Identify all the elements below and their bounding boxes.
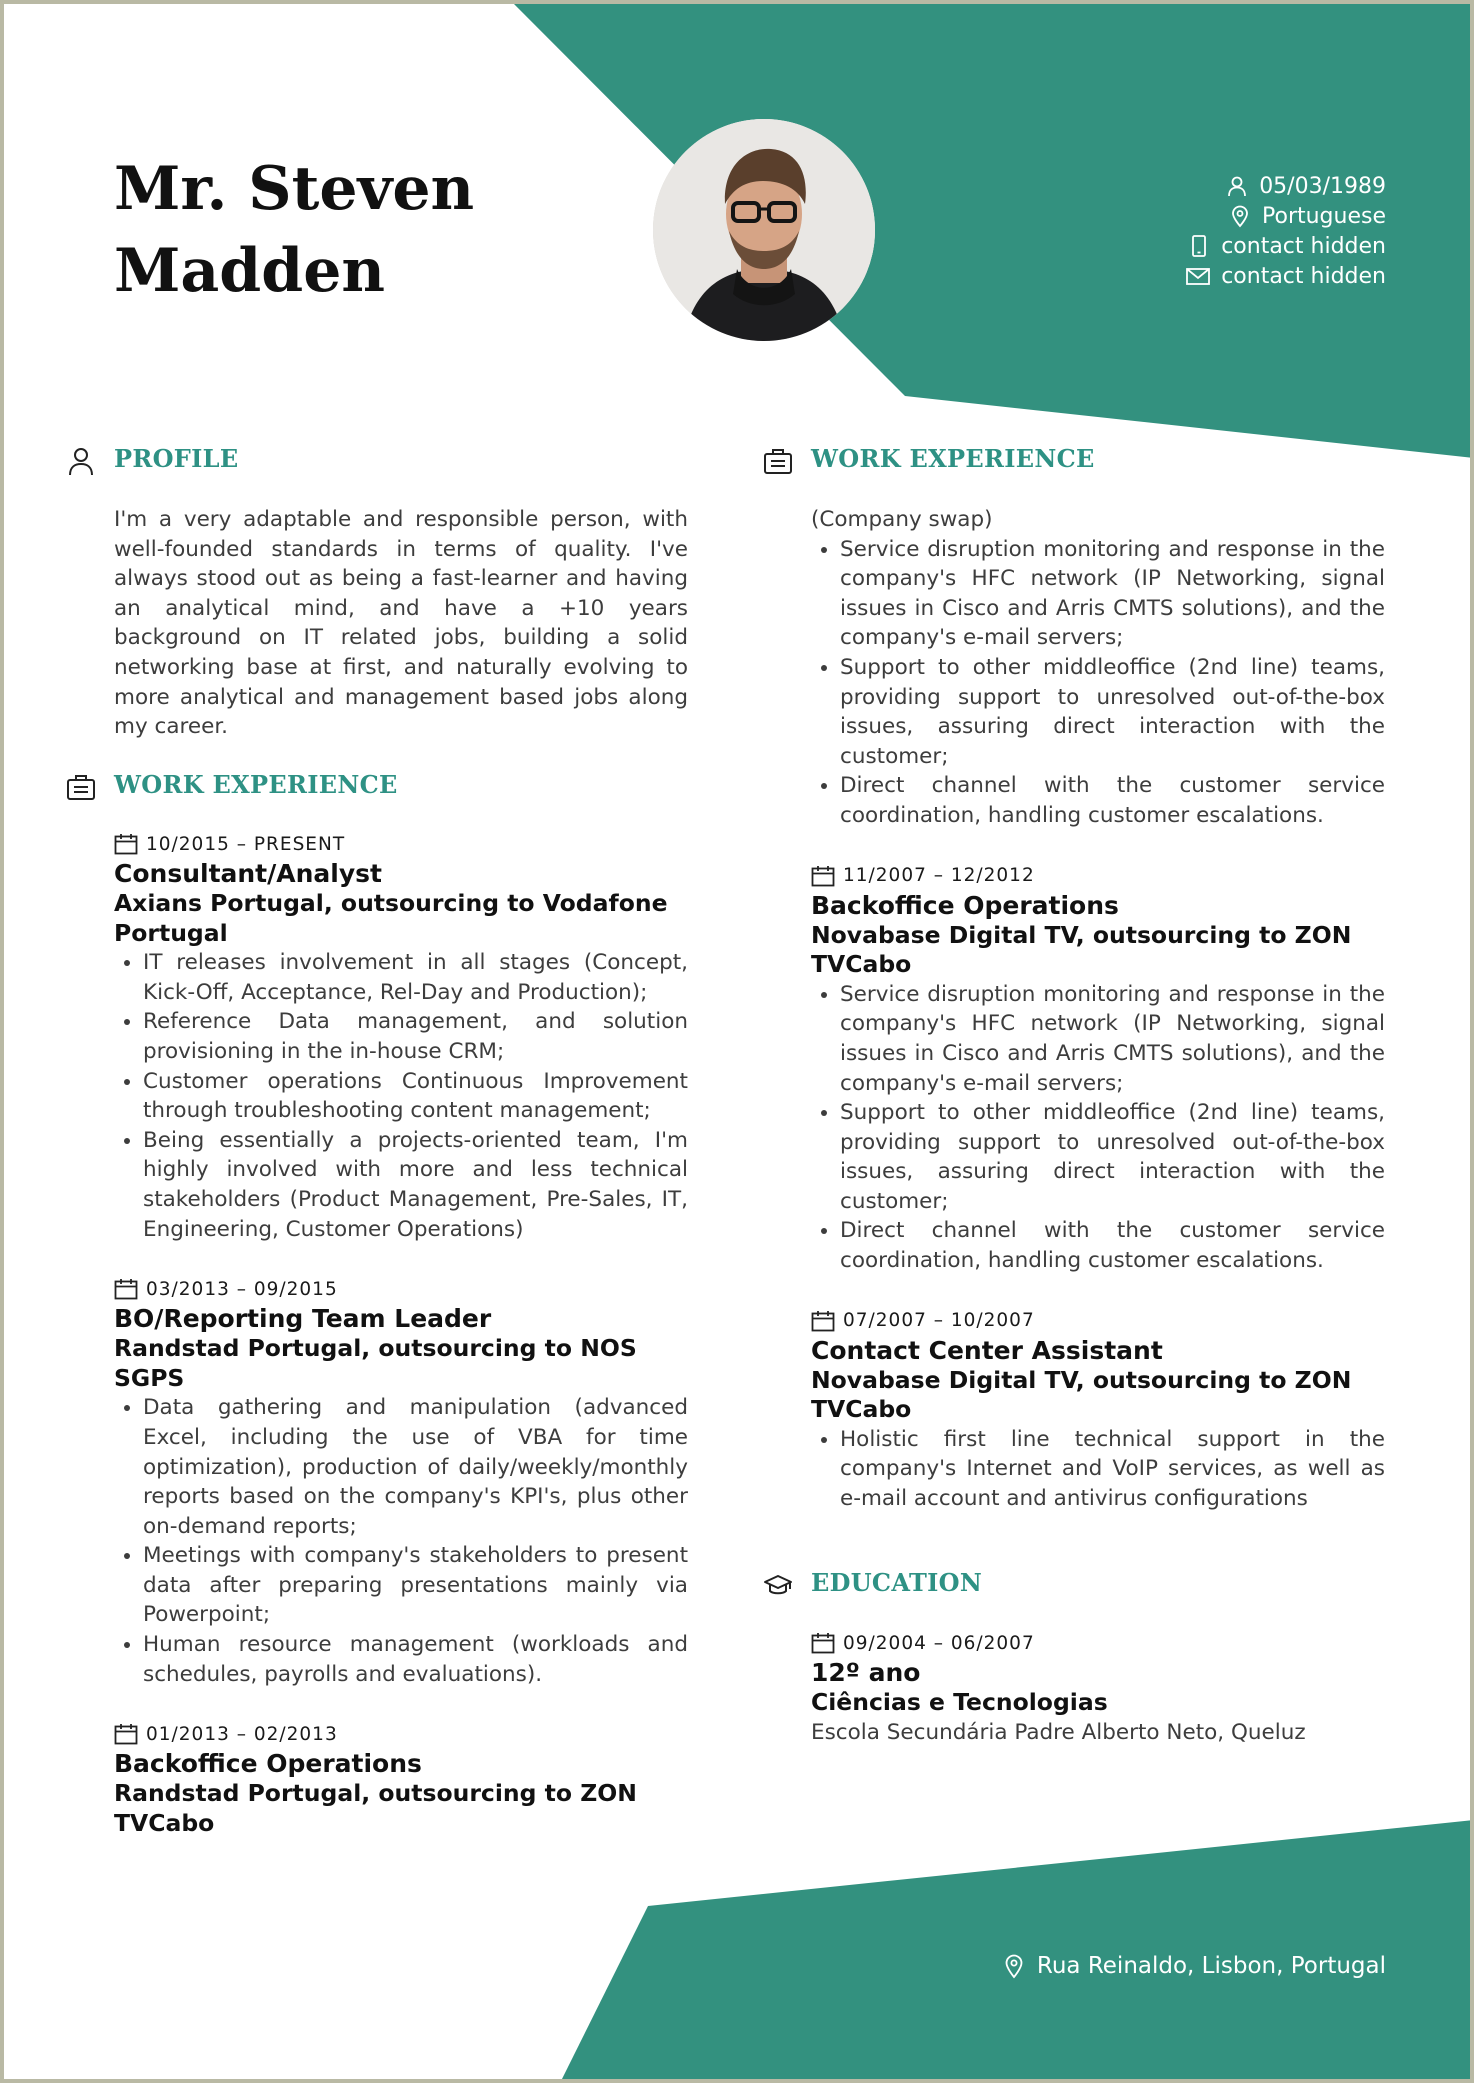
job-date <box>811 861 1385 891</box>
job-bullet: • Data gathering and manipulation (advanced Excel, including the use of VBA for time optimization), production of daily/weekly/monthly reports based on the company's KPI's, plus other on-demand reports; <box>143 1393 688 1541</box>
profile-title: PROFILE <box>114 444 239 473</box>
job-date-text: 07/2007 – 10/2007 <box>843 1310 1035 1332</box>
work-experience-continued-section-header <box>811 444 1095 473</box>
graduation-cap-icon <box>763 1570 793 1600</box>
job-company: Randstad Portugal, outsourcing to ZON TVCabo <box>114 1779 637 1837</box>
contact-phone <box>1185 231 1386 261</box>
job-bullet: • Reference Data management, and solution provisioning in the in-house CRM; <box>143 1007 688 1066</box>
job-role: Backoffice Operations <box>811 890 1119 920</box>
name-line-1: Mr. Steven <box>114 154 475 224</box>
job-entry <box>114 1719 688 1838</box>
work-experience-right-column <box>811 505 1385 1544</box>
location-pin-icon <box>1228 204 1252 228</box>
job-bullet: • Support to other middleoffice (2nd line) teams, providing support to unresolved out-of-the-box issues, assuring direct interaction with the customer; <box>840 1098 1385 1216</box>
contact-email <box>1185 261 1386 291</box>
person-icon <box>66 446 96 476</box>
job-bullet: • Direct channel with the customer service coordination, handling customer escalations. <box>840 1216 1385 1275</box>
job-continuation-lead: (Company swap) <box>811 507 993 532</box>
job-company: Novabase Digital TV, outsourcing to ZON TVCabo <box>811 1365 1352 1424</box>
person-icon <box>1225 174 1249 198</box>
job-company: Randstad Portugal, outsourcing to NOS SGPS <box>114 1334 637 1392</box>
contact-nationality <box>1185 201 1386 231</box>
job-bullet: • Direct channel with the customer service coordination, handling customer escalations. <box>840 771 1385 830</box>
envelope-icon <box>1185 264 1211 288</box>
education-section-header <box>811 1568 982 1597</box>
job-date-text: 03/2013 – 09/2015 <box>146 1278 338 1300</box>
calendar-icon <box>114 1278 138 1300</box>
calendar-icon <box>811 1632 835 1654</box>
job-bullet: • Meetings with company's stakeholders to present data after preparing presentations mainly via Powerpoint; <box>143 1541 688 1630</box>
job-entry <box>811 861 1385 1276</box>
job-bullet: • Customer operations Continuous Improvement through troubleshooting content management; <box>143 1067 688 1126</box>
contact-email-text: contact hidden <box>1221 263 1386 289</box>
name-line-2: Madden <box>114 236 385 306</box>
portrait-illustration <box>653 119 875 341</box>
calendar-icon <box>114 833 138 855</box>
education-field: Ciências e Tecnologias <box>811 1688 1108 1716</box>
job-bullet: • IT releases involvement in all stages (Concept, Kick-Off, Acceptance, Rel-Day and Production); <box>143 948 688 1007</box>
contact-list <box>1185 171 1386 291</box>
job-bullet: • Being essentially a projects-oriented team, I'm highly involved with more and less technical stakeholders (Product Management, Pre-Sales, IT, Engineering, Customer Operations) <box>143 1126 688 1244</box>
contact-nationality-text: Portuguese <box>1262 203 1386 229</box>
job-bullet: • Support to other middleoffice (2nd line) teams, providing support to unresolved out-of-the-box issues, assuring direct interaction with the customer; <box>840 653 1385 771</box>
job-company: Novabase Digital TV, outsourcing to ZON TVCabo <box>811 920 1352 979</box>
contact-birthdate-text: 05/03/1989 <box>1259 173 1386 199</box>
briefcase-icon <box>763 446 793 476</box>
job-bullets <box>114 948 688 1244</box>
work-experience-title: WORK EXPERIENCE <box>114 770 398 799</box>
phone-icon <box>1187 234 1211 258</box>
job-date <box>811 1306 1385 1336</box>
job-date <box>114 1719 688 1749</box>
job-date-text: 01/2013 – 02/2013 <box>146 1723 338 1745</box>
job-bullets <box>811 1425 1385 1514</box>
work-experience-continued-title: WORK EXPERIENCE <box>811 444 1095 473</box>
education-title: EDUCATION <box>811 1568 983 1597</box>
profile-summary: I'm a very adaptable and responsible person, with well-founded standards in terms of quality. I've always stood out as being a fast-learner and having an analytical mind, and have a +10 years background on IT related jobs, building a solid networking base at first, and naturally evolving to more analytical and management based jobs along my career. <box>114 507 688 740</box>
job-bullets <box>114 1393 688 1689</box>
education-school: Escola Secundária Padre Alberto Neto, Queluz <box>811 1719 1306 1745</box>
job-date <box>114 1274 688 1304</box>
job-company: Axians Portugal, outsourcing to Vodafone Portugal <box>114 889 668 947</box>
profile-photo <box>653 119 875 341</box>
job-bullet: • Service disruption monitoring and response in the company's HFC network (IP Networking, signal issues in Cisco and Arris CMTS solutions), and the company's e-mail servers; <box>840 535 1385 653</box>
work-experience-left-column <box>114 829 688 1868</box>
job-role: Contact Center Assistant <box>811 1335 1163 1365</box>
job-date-text: 10/2015 – PRESENT <box>146 833 346 855</box>
education-date <box>811 1628 1385 1658</box>
education-date-text: 09/2004 – 06/2007 <box>843 1632 1035 1654</box>
education-entry <box>811 1628 1385 1747</box>
candidate-name <box>114 148 634 312</box>
location-pin-icon <box>1003 1953 1025 1979</box>
footer-address-text: Rua Reinaldo, Lisbon, Portugal <box>1036 1953 1386 1979</box>
calendar-icon <box>811 1310 835 1332</box>
job-role: BO/Reporting Team Leader <box>114 1304 492 1334</box>
job-date-text: 11/2007 – 12/2012 <box>843 865 1035 887</box>
work-experience-section-header <box>114 770 398 799</box>
calendar-icon <box>811 865 835 887</box>
job-bullet: • Holistic first line technical support in the company's Internet and VoIP services, as well as e-mail account and antivirus configurations <box>840 1425 1385 1514</box>
job-bullet: • Service disruption monitoring and response in the company's HFC network (IP Networking, signal issues in Cisco and Arris CMTS solutions), and the company's e-mail servers; <box>840 980 1385 1098</box>
contact-phone-text: contact hidden <box>1221 233 1386 259</box>
job-continuation <box>811 505 1385 831</box>
job-bullets <box>811 535 1385 831</box>
job-role: Backoffice Operations <box>114 1749 422 1779</box>
footer-address <box>1003 1953 1386 1979</box>
job-bullets <box>811 980 1385 1276</box>
job-entry <box>811 1306 1385 1514</box>
job-date <box>114 829 688 859</box>
briefcase-icon <box>66 772 96 802</box>
job-entry <box>114 1274 688 1689</box>
job-entry <box>114 829 688 1244</box>
education-degree: 12º ano <box>811 1658 921 1687</box>
footer-accent-shape <box>560 1820 1474 2083</box>
profile-section-header <box>114 444 238 473</box>
job-role: Consultant/Analyst <box>114 859 382 888</box>
contact-birthdate <box>1185 171 1386 201</box>
job-bullet: • Human resource management (workloads and schedules, payrolls and evaluations). <box>143 1630 688 1689</box>
education-column <box>811 1628 1385 1777</box>
calendar-icon <box>114 1723 138 1745</box>
